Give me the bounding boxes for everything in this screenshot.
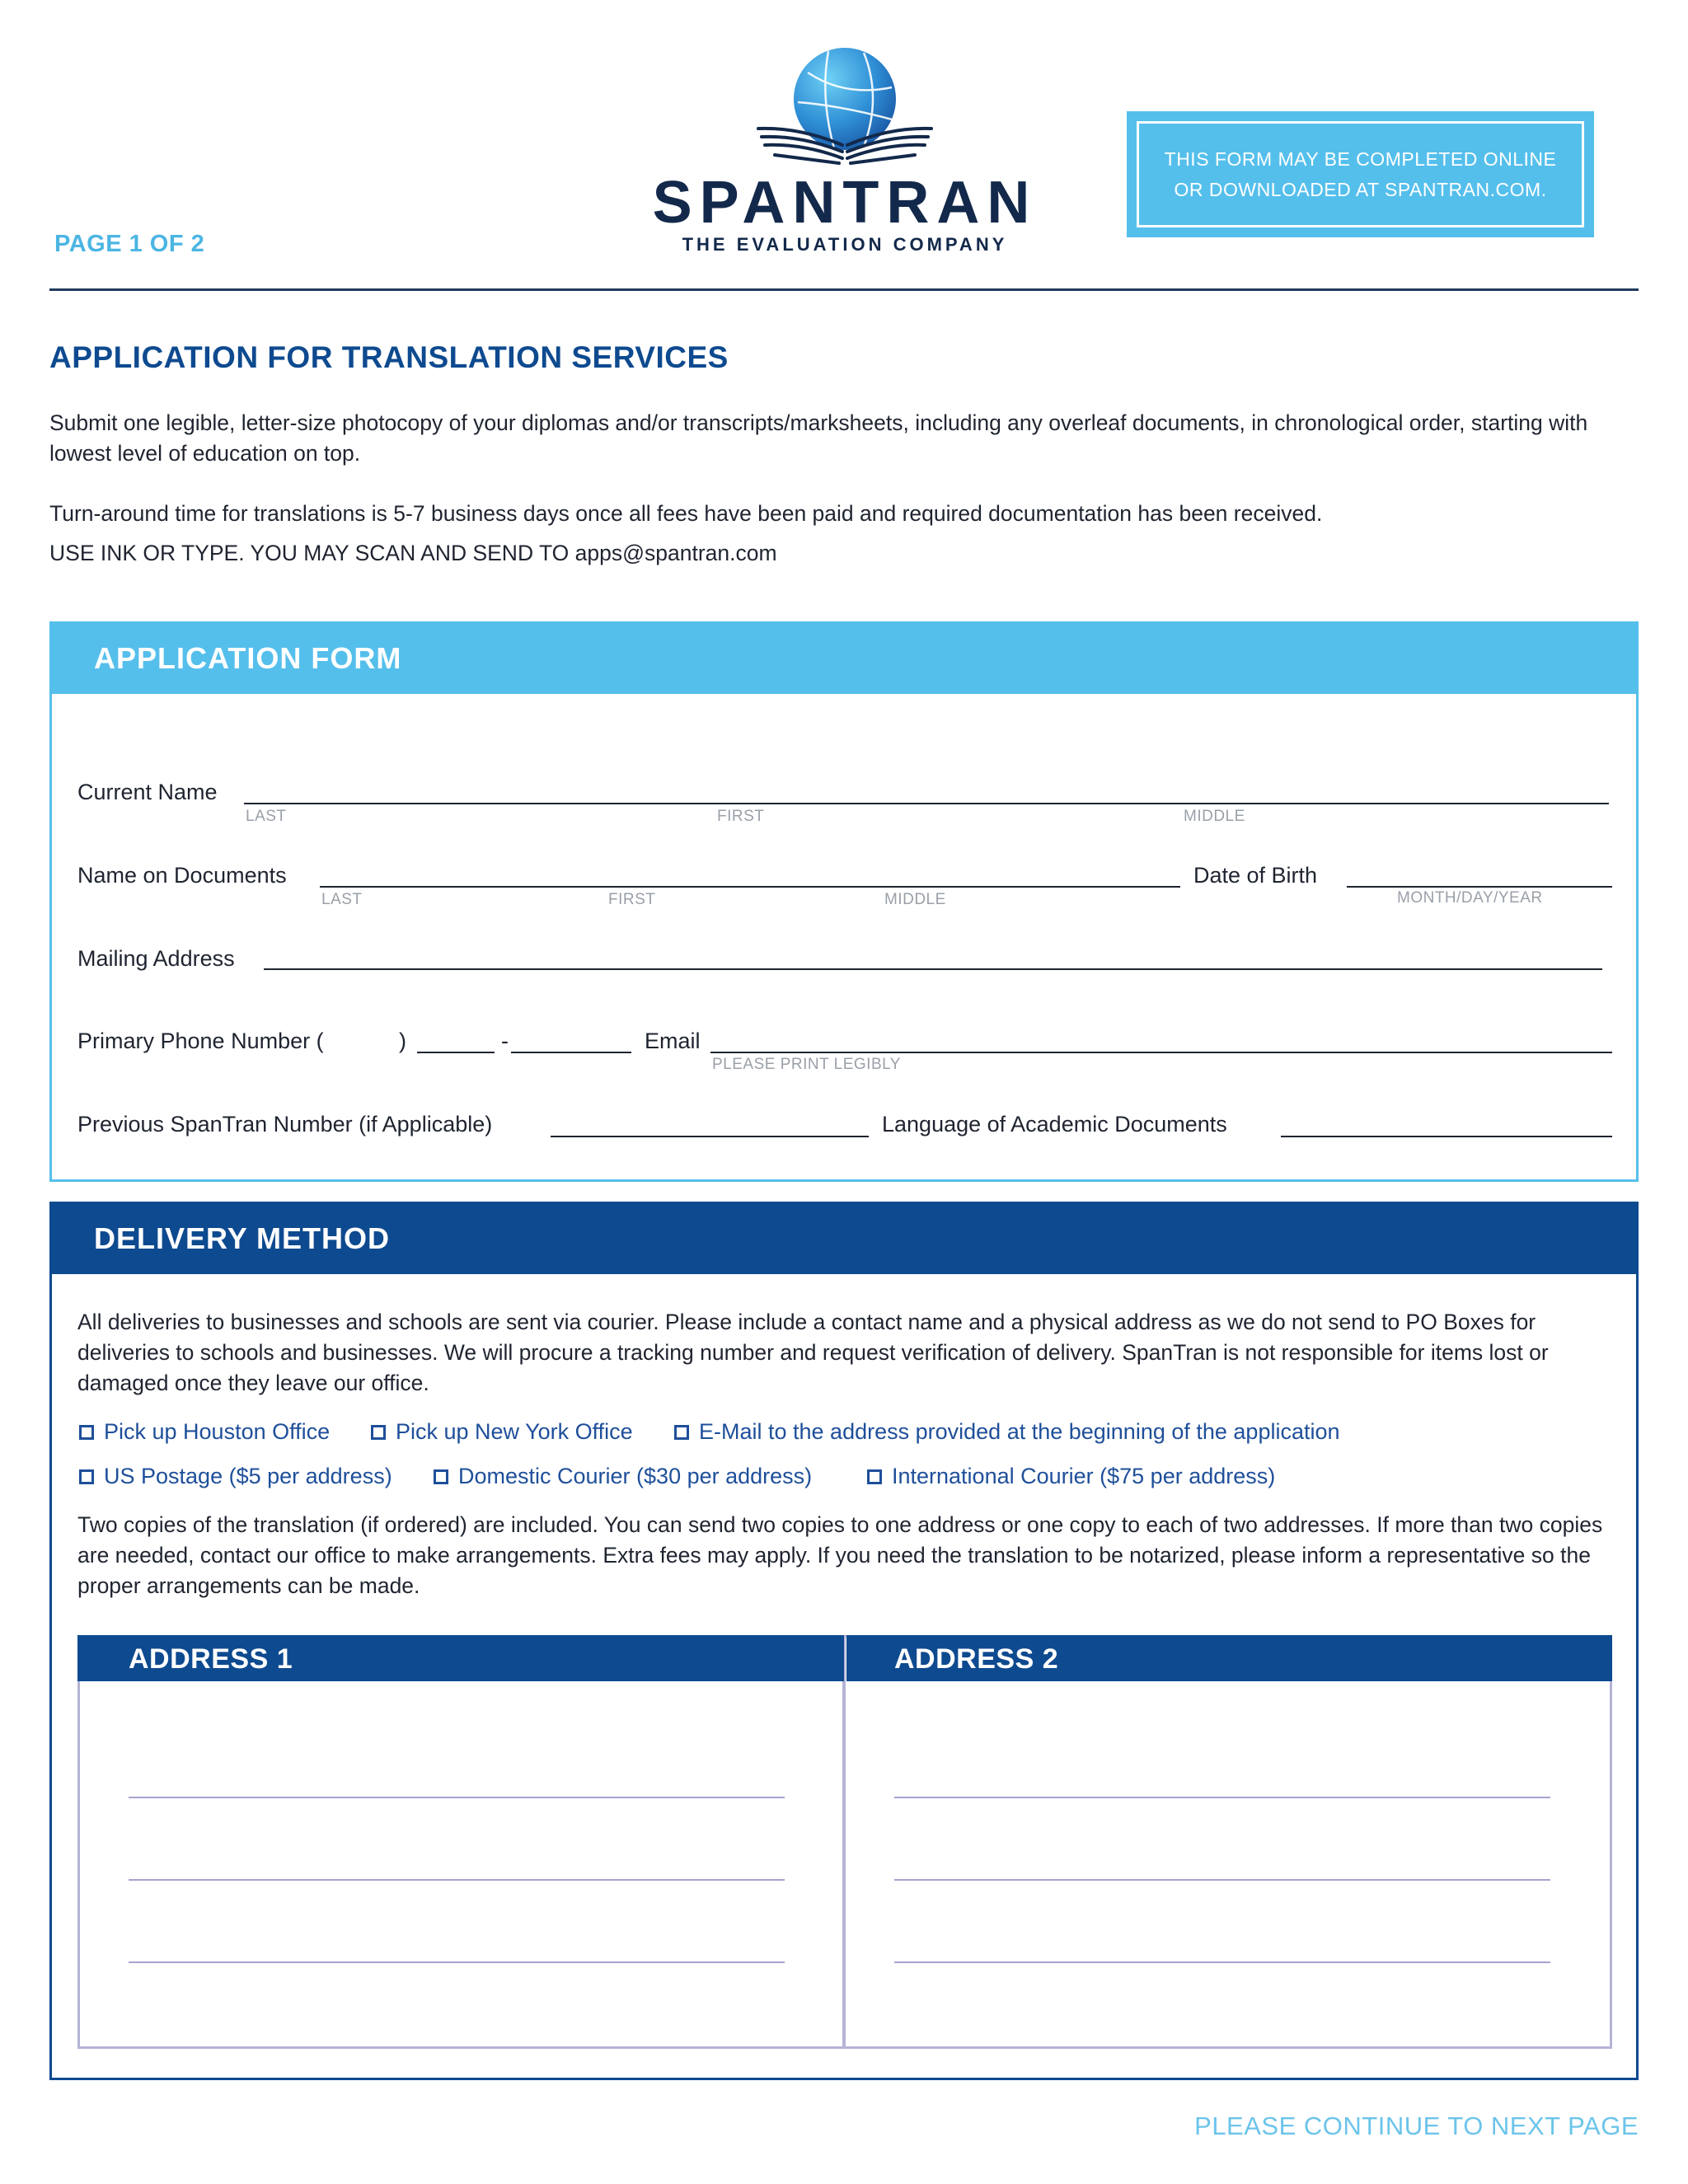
name-on-documents-label: Name on Documents [77, 863, 287, 888]
mailing-address-label: Mailing Address [77, 946, 235, 971]
online-notice-line2: OR DOWNLOADED AT SPANTRAN.COM. [1174, 178, 1547, 200]
checkbox-icon[interactable] [867, 1469, 882, 1484]
brand-name: SPANTRAN [652, 170, 1038, 236]
previous-number-label: Previous SpanTran Number (if Applicable) [77, 1112, 493, 1137]
address-1-line[interactable] [129, 1879, 785, 1881]
copies-note: Two copies of the translation (if ordered) are included. You can send two copies to one address or one copy to each of two addresses. If more than two copies are needed, contact our office to make arrangements. Extra fees may apply. If you need the translation to be notarized, please inform a representative so the proper arrangements can be made. [77, 1512, 1603, 1598]
current-name-hint-middle: MIDDLE [1184, 808, 1245, 825]
language-field[interactable] [1281, 1136, 1612, 1137]
delivery-description: All deliveries to businesses and schools are sent via courier. Please include a contact name and a physical address as we do not send to PO Boxes for deliveries to schools and businesses. We will procure a tracking number and request verification of delivery. SpanTran is not responsible for items lost or damaged once they leave our office. [77, 1310, 1549, 1395]
option-label: Pick up New York Office [396, 1419, 633, 1444]
address-2-line[interactable] [894, 1797, 1550, 1798]
continue-next-page: PLEASE CONTINUE TO NEXT PAGE [1194, 2111, 1639, 2140]
option-label: US Postage ($5 per address) [104, 1464, 392, 1488]
address-2-title: ADDRESS 2 [894, 1643, 1059, 1675]
email-label: Email [645, 1029, 701, 1053]
current-name-hint-last: LAST [246, 808, 287, 825]
address-1-box [77, 1635, 846, 2049]
name-on-documents-hint-last: LAST [321, 891, 363, 908]
delivery-method-title: DELIVERY METHOD [94, 1221, 391, 1255]
option-label: International Courier ($75 per address) [892, 1464, 1276, 1488]
address-2-box [842, 1635, 1612, 2049]
checkbox-icon[interactable] [674, 1425, 689, 1440]
checkbox-icon[interactable] [79, 1469, 94, 1484]
option-domestic-courier[interactable] [434, 1464, 812, 1489]
page-title: APPLICATION FOR TRANSLATION SERVICES [49, 340, 729, 374]
option-email[interactable] [674, 1419, 1340, 1445]
page-indicator: PAGE 1 OF 2 [54, 231, 205, 257]
header-divider [49, 288, 1639, 291]
date-of-birth-label: Date of Birth [1193, 863, 1318, 888]
mailing-address-field[interactable] [264, 968, 1602, 970]
address-2-line[interactable] [894, 1961, 1550, 1963]
intro-paragraph-2: Turn-around time for translations is 5-7 business days once all fees have been paid and required documentation has been received. [49, 501, 1323, 526]
phone-close-paren: ) [399, 1029, 406, 1053]
checkbox-icon[interactable] [79, 1425, 94, 1440]
name-on-documents-hint-middle: MIDDLE [884, 891, 946, 908]
date-of-birth-field[interactable] [1347, 886, 1612, 888]
option-international-courier[interactable] [867, 1464, 1275, 1489]
phone-label: Primary Phone Number ( [77, 1029, 324, 1053]
option-label: Domestic Courier ($30 per address) [458, 1464, 813, 1488]
option-us-postage[interactable] [79, 1464, 392, 1489]
checkbox-icon[interactable] [434, 1469, 448, 1484]
email-hint: PLEASE PRINT LEGIBLY [712, 1056, 901, 1073]
name-on-documents-hint-first: FIRST [608, 891, 656, 908]
phone-prefix-field[interactable] [417, 1052, 495, 1053]
language-label: Language of Academic Documents [882, 1112, 1227, 1137]
address-1-line[interactable] [129, 1961, 785, 1963]
date-of-birth-hint: MONTH/DAY/YEAR [1397, 889, 1543, 907]
email-field[interactable] [710, 1052, 1612, 1053]
address-1-line[interactable] [129, 1797, 785, 1798]
address-2-line[interactable] [894, 1879, 1550, 1881]
delivery-method-header [49, 1202, 1639, 1274]
brand-tagline: THE EVALUATION COMPANY [682, 234, 1008, 255]
phone-line-field[interactable] [511, 1052, 631, 1053]
current-name-hint-first: FIRST [717, 808, 765, 825]
address-1-title: ADDRESS 1 [129, 1643, 293, 1675]
application-form-title: APPLICATION FORM [94, 641, 402, 675]
address-1-header [77, 1635, 844, 1681]
current-name-field[interactable] [244, 803, 1609, 804]
application-form-header [49, 621, 1639, 694]
intro-paragraph-1: Submit one legible, letter-size photocopy of your diplomas and/or transcripts/marksheets, including any overleaf documents, in chronological order, starting with lowest level of education on top. [49, 410, 1588, 466]
online-notice [1127, 111, 1594, 237]
option-label: Pick up Houston Office [104, 1419, 331, 1444]
option-pickup-new-york[interactable] [371, 1419, 633, 1445]
intro-paragraph-3: USE INK OR TYPE. YOU MAY SCAN AND SEND TO apps@spantran.com [49, 541, 777, 565]
current-name-label: Current Name [77, 780, 218, 804]
address-2-header [846, 1635, 1612, 1681]
option-label: E-Mail to the address provided at the beginning of the application [699, 1419, 1340, 1444]
previous-number-field[interactable] [551, 1136, 869, 1137]
phone-dash: - [501, 1029, 509, 1053]
option-pickup-houston[interactable] [79, 1419, 330, 1445]
checkbox-icon[interactable] [371, 1425, 386, 1440]
name-on-documents-field[interactable] [320, 886, 1180, 888]
online-notice-line1: THIS FORM MAY BE COMPLETED ONLINE [1164, 148, 1557, 170]
